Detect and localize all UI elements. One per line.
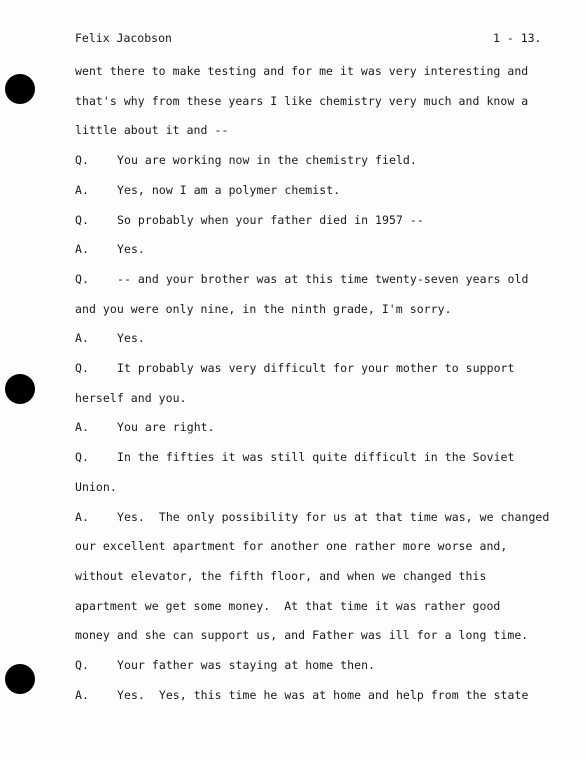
- speaker-label: A.: [75, 331, 89, 346]
- transcript-line: [75, 153, 417, 167]
- transcript-line: [75, 302, 452, 316]
- line-text: money and she can support us, and Father was ill for a long time.: [75, 628, 529, 643]
- speaker-label: A.: [75, 509, 89, 524]
- line-text: Yes, now I am a polymer chemist.: [117, 182, 341, 197]
- line-text: Yes. Yes, this time he was at home and help from the state: [117, 687, 529, 702]
- punch-hole-top: [5, 74, 35, 104]
- line-text: that's why from these years I like chemistry very much and know a: [75, 93, 529, 108]
- speaker-label: Q.: [75, 450, 89, 465]
- line-text: -- and your brother was at this time twenty-seven years old: [117, 271, 529, 286]
- speaker-label: Q.: [75, 153, 89, 168]
- line-text: Yes.: [117, 331, 145, 346]
- line-text: apartment we get some money. At that time it was rather good: [75, 598, 501, 613]
- line-text: So probably when your father died in 1957 --: [117, 212, 424, 227]
- speaker-label: A.: [75, 687, 89, 702]
- transcript-line: [75, 183, 340, 197]
- speaker-label: Q.: [75, 271, 89, 286]
- transcript-line: [75, 599, 500, 613]
- speaker-label: Q.: [75, 658, 89, 672]
- speaker-label: Q.: [75, 361, 89, 375]
- transcript-line: [75, 420, 215, 434]
- transcript-line: [75, 450, 515, 464]
- speaker-label: A.: [75, 242, 89, 257]
- line-text: Yes.: [117, 242, 145, 257]
- transcript-line: [75, 94, 528, 108]
- line-text: herself and you.: [75, 390, 187, 405]
- transcript-line: [75, 628, 528, 642]
- speaker-label: A.: [75, 420, 89, 435]
- line-text: Your father was staying at home then.: [117, 658, 376, 672]
- transcript-line: [75, 242, 145, 256]
- transcript-line: [75, 658, 375, 672]
- transcript-line: [75, 569, 486, 583]
- transcript-line: [75, 688, 528, 702]
- transcript-line: [75, 331, 145, 345]
- transcript-line: [75, 361, 515, 375]
- transcript-line: [75, 213, 424, 227]
- line-text: It probably was very difficult for your mother to support: [117, 361, 515, 375]
- line-text: Yes. The only possibility for us at that time was, we changed: [117, 509, 550, 524]
- speaker-label: A.: [75, 182, 89, 197]
- line-text: without elevator, the fifth floor, and when we changed this: [75, 568, 487, 583]
- transcript-line: [75, 391, 187, 405]
- line-text: You are working now in the chemistry field.: [117, 153, 417, 168]
- punch-hole-middle: [5, 374, 35, 404]
- interviewee-name: Felix Jacobson: [75, 31, 172, 45]
- line-text: went there to make testing and for me it was very interesting and: [75, 64, 529, 78]
- page-number: 1 - 13.: [493, 31, 542, 45]
- line-text: Union.: [75, 479, 117, 494]
- transcript-line: [75, 64, 528, 78]
- line-text: little about it and --: [75, 123, 229, 138]
- line-text: You are right.: [117, 420, 215, 435]
- line-text: our excellent apartment for another one rather more worse and,: [75, 539, 508, 554]
- line-text: In the fifties it was still quite difficult in the Soviet: [117, 450, 515, 465]
- transcript-line: [75, 539, 507, 553]
- line-text: and you were only nine, in the ninth grade, I'm sorry.: [75, 301, 452, 316]
- transcript-line: [75, 480, 117, 494]
- transcript-line: [75, 510, 549, 524]
- transcript-line: [75, 123, 228, 137]
- transcript-line: [75, 272, 528, 286]
- punch-hole-bottom: [5, 664, 35, 694]
- speaker-label: Q.: [75, 212, 89, 227]
